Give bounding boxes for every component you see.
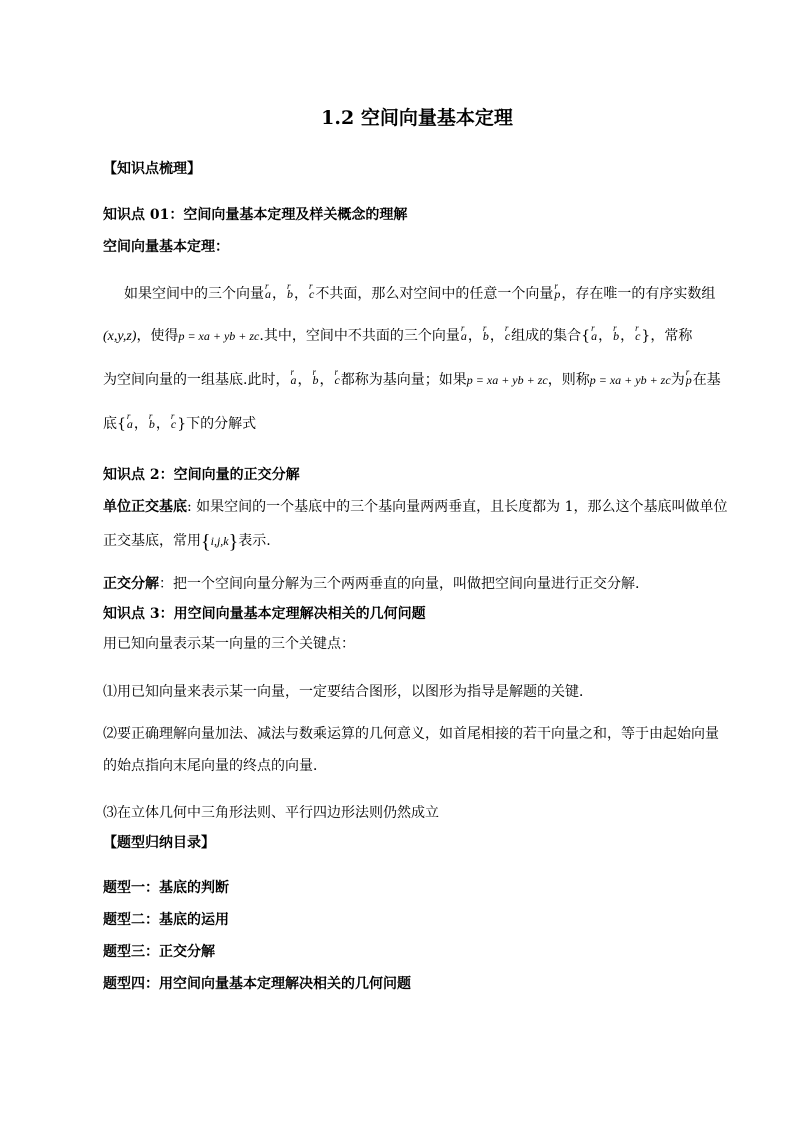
kp3-item-2-line2: 的始点指向末尾向量的终点的向量．	[103, 758, 327, 774]
type-item-4: 题型四：用空间向量基本定理解决相关的几何问题	[103, 976, 411, 992]
unit-basis-set: i,j,k	[210, 534, 229, 548]
kp1-paragraph-line4: 底{r a，r b，r c}下的分解式	[103, 415, 256, 433]
type-item-3: 题型三：正交分解	[103, 944, 215, 960]
type-item-1: 题型一：基底的判断	[103, 880, 229, 896]
kp3-item-3: ⑶在立体几何中三角形法则、平行四边形法则仍然成立	[103, 805, 439, 821]
kp1-paragraph-line1: 如果空间中的三个向量r a，r b，r c不共面，那么对空间中的任意一个向量r p，存在唯一的有序实数组	[124, 285, 715, 303]
kp1-subheading: 空间向量基本定理：	[103, 239, 229, 255]
decomposition-equation: p = xa + yb + zc	[178, 329, 260, 343]
kp3-intro: 用已知向量表示某一向量的三个关键点：	[103, 636, 355, 652]
kp2-unit-basis-line1: 单位正交基底: 如果空间的一个基底中的三个基向量两两垂直，且长度都为 1，那么这个基底叫做单位	[103, 499, 728, 515]
kp2-unit-basis-line2: 正交基底，常用{i,j,k}表示.	[103, 531, 271, 553]
kp3-item-1: ⑴用已知向量来表示某一向量，一定要结合图形，以图形为指导是解题的关键．	[103, 684, 593, 700]
page-title: 1.2 空间向量基本定理	[321, 107, 513, 129]
kp2-heading: 知识点 2：空间向量的正交分解	[103, 467, 300, 483]
kp2-orthogonal-line: 正交分解：把一个空间向量分解为三个两两垂直的向量，叫做把空间向量进行正交分解.	[103, 576, 640, 592]
type-item-2: 题型二：基底的运用	[103, 912, 229, 928]
kp1-heading: 知识点 01：空间向量基本定理及样关概念的理解	[103, 207, 408, 223]
section-types-heading: 【题型归纳目录】	[103, 835, 215, 851]
kp3-heading: 知识点 3：用空间向量基本定理解决相关的几何问题	[103, 606, 426, 622]
kp1-paragraph-line3: 为空间向量的一组基底.此时，r a，r b，r c都称为基向量；如果p = xa + yb + zc，则称p = xa + yb + zc为r p在基	[103, 371, 721, 389]
kp3-item-2-line1: ⑵要正确理解向量加法、减法与数乘运算的几何意义，如首尾相接的若干向量之和，等于由起始向量	[103, 726, 719, 742]
section-knowledge-heading: 【知识点梳理】	[103, 161, 201, 177]
kp1-paragraph-line2: (x,y,z)，使得p = xa + yb + zc.其中，空间中不共面的三个向量r a，r b，r c组成的集合{r a，r b，r c}，常称	[103, 327, 692, 346]
